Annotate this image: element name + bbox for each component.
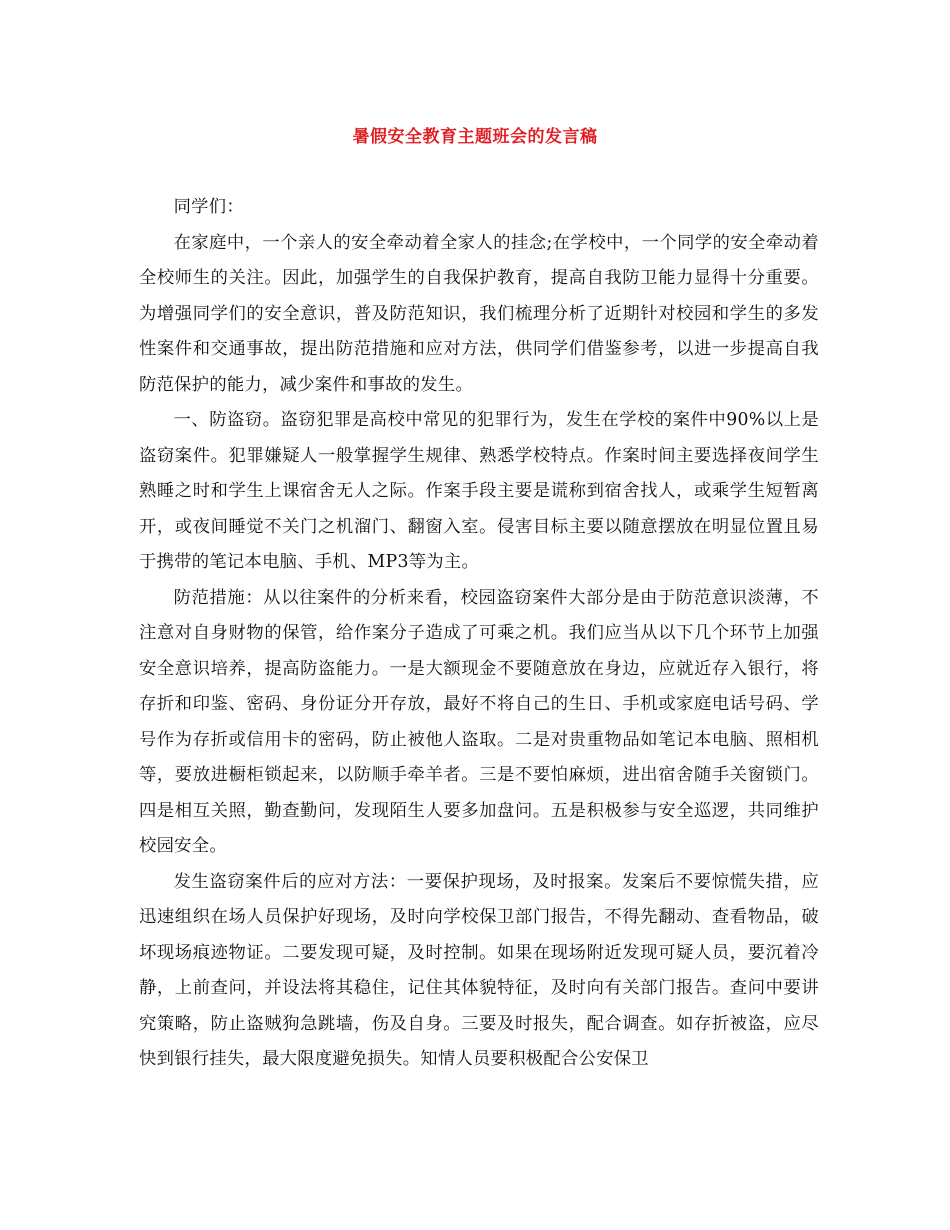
document-body [139, 190, 819, 1078]
prevention-measures-paragraph: 防范措施：从以往案件的分析来看，校园盗窃案件大部分是由于防范意识淡薄，不注意对自身财物的保管，给作案分子造成了可乘之机。我们应当从以下几个环节上加强安全意识培养，提高防盗能力。一是大额现金不要随意放在身边，应就近存入银行，将存折和印鉴、密码、身份证分开存放，最好不将自己的生日、手机或家庭电话号码、学号作为存折或信用卡的密码，防止被他人盗取。二是对贵重物品如笔记本电脑、照相机等，要放进橱柜锁起来，以防顺手牵羊者。三是不要怕麻烦，进出宿舍随手关窗锁门。四是相互关照，勤查勤问，发现陌生人要多加盘问。五是积极参与安全巡逻，共同维护校园安全。 [139, 587, 819, 856]
response-methods-paragraph: 发生盗窃案件后的应对方法：一要保护现场，及时报案。发案后不要惊慌失措，应迅速组织在场人员保护好现场，及时向学校保卫部门报告，不得先翻动、查看物品，破坏现场痕迹物证。二要发现可疑，及时控制。如果在现场附近发现可疑人员，要沉着冷静，上前查问，并设法将其稳住，记住其体貌特征，及时向有关部门报告。查问中要讲究策略，防止盗贼狗急跳墙，伤及自身。三要及时报失，配合调查。如存折被盗，应尽快到银行挂失，最大限度避免损失。知情人员要积极配合公安保卫 [139, 871, 819, 1069]
anti-theft-paragraph: 一、防盗窃。盗窃犯罪是高校中常见的犯罪行为，发生在学校的案件中90%以上是盗窃案件。犯罪嫌疑人一般掌握学生规律、熟悉学校特点。作案时间主要选择夜间学生熟睡之时和学生上课宿舍无人之际。作案手段主要是谎称到宿舍找人，或乘学生短暂离开，或夜间睡觉不关门之机溜门、翻窗入室。侵害目标主要以随意摆放在明显位置且易于携带的笔记本电脑、手机、MP3等为主。 [139, 410, 819, 572]
greeting-paragraph: 同学们： [173, 197, 244, 217]
document-title: 暑假安全教育主题班会的发言稿 [352, 127, 598, 147]
intro-paragraph: 在家庭中，一个亲人的安全牵动着全家人的挂念;在学校中，一个同学的安全牵动着全校师生的关注。因此，加强学生的自我保护教育，提高自我防卫能力显得十分重要。为增强同学们的安全意识，普及防范知识，我们梳理分析了近期针对校园和学生的多发性案件和交通事故，提出防范措施和应对方法，供同学们借鉴参考，以进一步提高自我防范保护的能力，减少案件和事故的发生。 [139, 232, 819, 395]
